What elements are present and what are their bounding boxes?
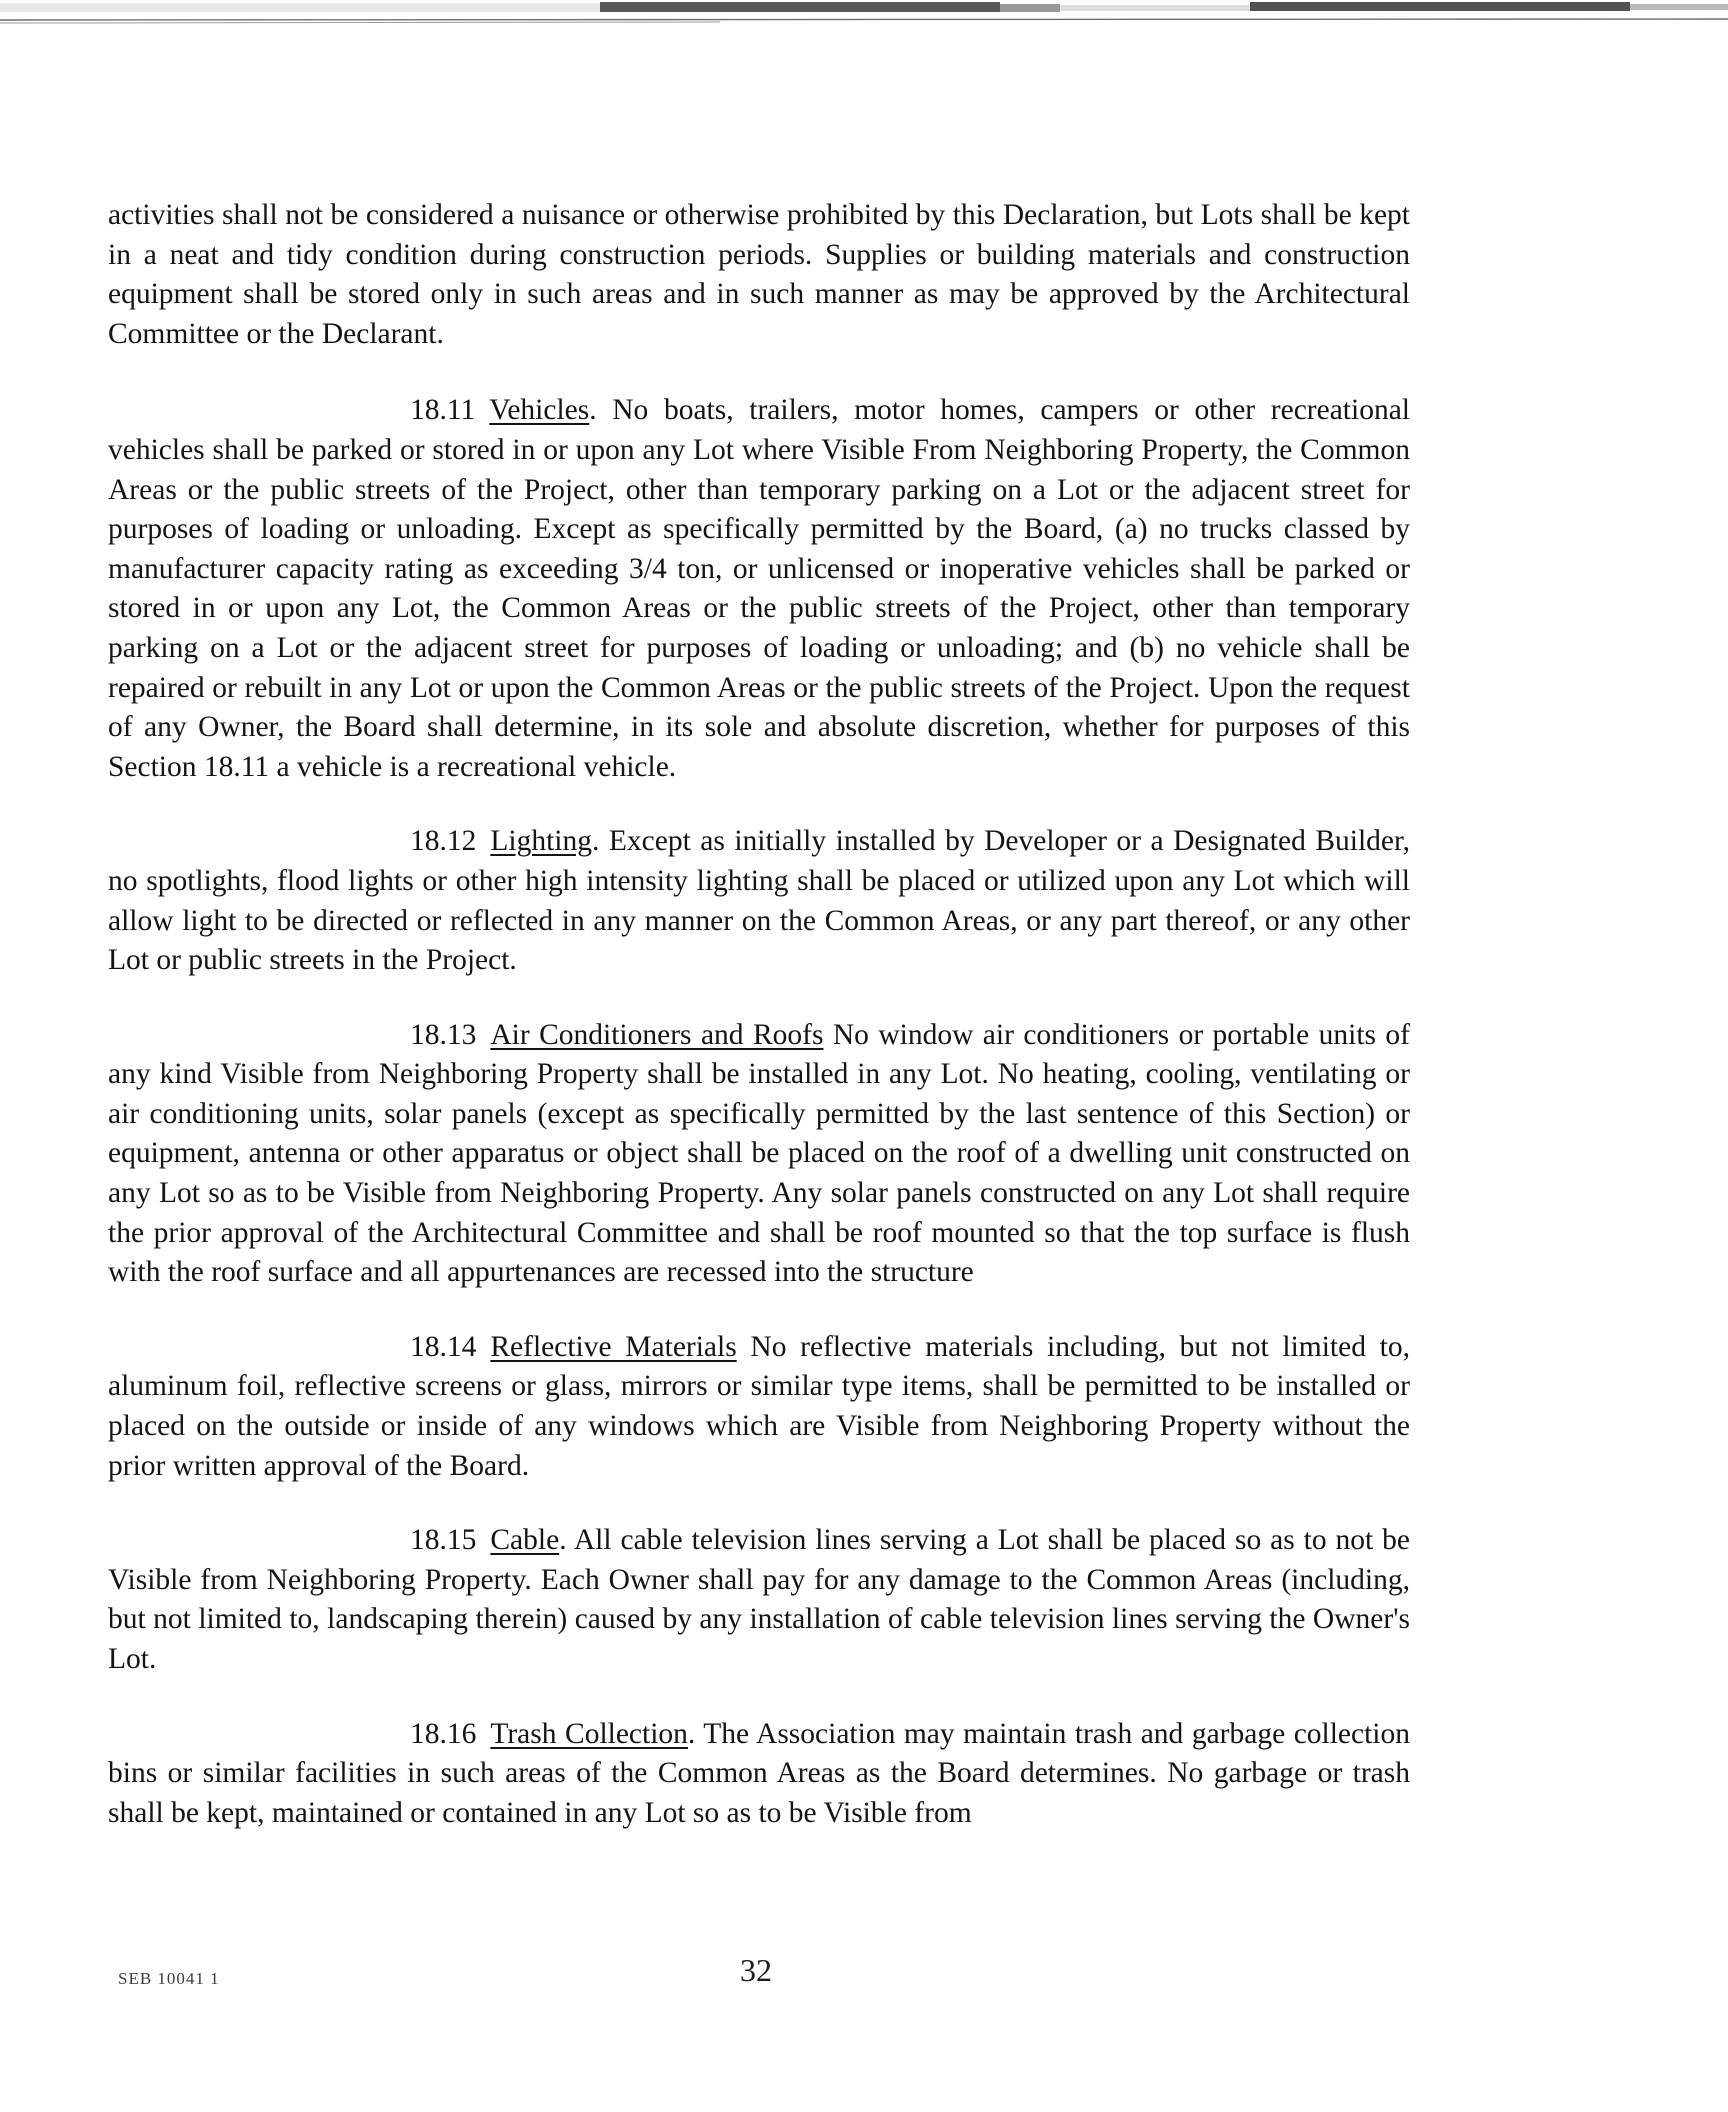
section-number: 18.11 [410,394,476,427]
paragraph-construction-continued [108,196,1410,354]
page-number: 32 [740,1952,772,1988]
scan-edge-artifact [0,0,1728,26]
section-heading: Lighting [490,825,592,858]
section-18-12 [108,822,1410,980]
section-heading: Cable [490,1524,560,1557]
section-18-16 [108,1715,1410,1834]
section-number: 18.12 [410,825,477,858]
footer-document-code: SEB 10041 1 [118,1969,220,1988]
section-18-15 [108,1521,1410,1679]
section-18-14 [108,1328,1410,1486]
section-heading: Vehicles [489,394,590,427]
section-text: No reflective materials including, but not limited to, aluminum foil, reflective screens or glass, mirrors or similar type items, shall be permitted to be installed or placed on the outside or inside of any windows which are Visible from Neighboring Property without the prior written approval of the Board. [108,1330,1410,1482]
section-text: . Except as initially installed by Developer or a Designated Builder, no spotlights, flood lights or other high intensity lighting shall be placed or utilized upon any Lot which will allow light to be directed or reflected in any manner on the Common Areas, or any part thereof, or any other Lot or public streets in the Project. [108,825,1410,977]
section-text: No window air conditioners or portable units of any kind Visible from Neighboring Property shall be installed in any Lot. No heating, cooling, ventilating or air conditioning units, solar panels (except as specifically permitted by the last sentence of this Section) or equipment, antenna or other apparatus or object shall be placed on the roof of a dwelling unit constructed on any Lot so as to be Visible from Neighboring Property. Any solar panels constructed on any Lot shall require the prior approval of the Architectural Committee and shall be roof mounted so that the top surface is flush with the roof surface and all appurtenances are recessed into the structure [108,1018,1410,1289]
section-18-13 [108,1016,1410,1293]
section-text: . All cable television lines serving a Lot shall be placed so as to not be Visible from Neighboring Property. Each Owner shall pay for any damage to the Common Areas (including, but not limited to, landscaping therein) caused by any installation of cable television lines serving the Owner's Lot. [108,1524,1410,1675]
section-number: 18.13 [410,1018,477,1051]
section-number: 18.15 [410,1524,477,1557]
section-number: 18.16 [410,1717,477,1750]
section-number: 18.14 [410,1330,477,1363]
section-heading: Reflective Materials [490,1330,737,1363]
section-heading: Air Conditioners and Roofs [490,1018,824,1051]
section-text: . No boats, trailers, motor homes, campers or other recreational vehicles shall be parked or stored in or upon any Lot where Visible From Neighboring Property, the Common Areas or the public streets of the Project, other than temporary parking on a Lot or the adjacent street for purposes of loading or unloading. Except as specifically permitted by the Board, (a) no trucks classed by manufacturer capacity rating as exceeding 3/4 ton, or unlicensed or inoperative vehicles shall be parked or stored in or upon any Lot, the Common Areas or the public streets of the Project, other than temporary parking on a Lot or the adjacent street for purposes of loading or unloading; and (b) no vehicle shall be repaired or rebuilt in any Lot or upon the Common Areas or the public streets of the Project. Upon the request of any Owner, the Board shall determine, in its sole and absolute discretion, whether for purposes of this Section 18.11 a vehicle is a recreational vehicle. [108,394,1410,783]
section-heading: Trash Collection [490,1717,688,1750]
section-18-11 [108,391,1410,787]
document-body [108,196,1410,1868]
section-text: . The Association may maintain trash and garbage collection bins or similar facilities in such areas of the Common Areas as the Board determines. No garbage or trash shall be kept, maintained or contained in any Lot so as to be Visible from [108,1717,1411,1829]
paragraph-text: activities shall not be considered a nuisance or otherwise prohibited by this Declaration, but Lots shall be kept in a neat and tidy condition during construction periods. Supplies or building materials and construction equipment shall be stored only in such areas and in such manner as may be approved by the Architectural Committee or the Declarant. [108,199,1410,350]
